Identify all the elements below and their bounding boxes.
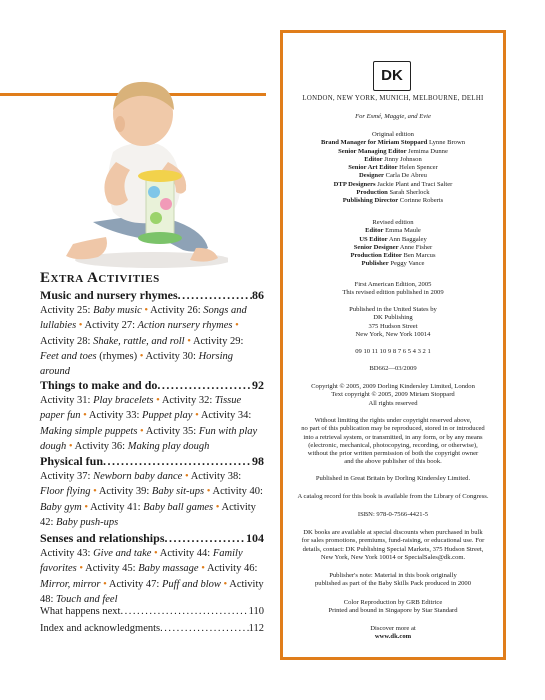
edition-info <box>289 281 497 298</box>
toc-section-music <box>40 287 264 379</box>
bullet-separator: • <box>139 350 146 362</box>
credit-line <box>289 156 497 164</box>
credits-list <box>289 227 497 268</box>
credits-list <box>289 139 497 205</box>
activity-title[interactable]: Baby gym <box>40 501 82 513</box>
credit-role: Designer <box>359 172 384 180</box>
activity-title[interactable]: Touch and feel <box>56 593 118 605</box>
page-number: 98 <box>252 454 264 468</box>
toc-section-title[interactable] <box>40 377 264 393</box>
toc-section-title[interactable] <box>40 530 264 546</box>
credit-name: Peggy Vance <box>388 260 425 268</box>
repro-line: Color Reproduction by GRB Editrice <box>343 599 443 606</box>
credit-line <box>289 172 497 180</box>
repro-line: Printed and bound in Singapore by Star Standard <box>328 607 458 615</box>
rights-line: and the above publisher of this book. <box>344 458 442 466</box>
entry-label: What happens next <box>40 606 121 617</box>
bullet-separator: • <box>184 335 193 347</box>
activity-number: Activity 41: <box>90 501 144 513</box>
bullet-separator: • <box>100 578 109 590</box>
credit-role: Senior Managing Editor <box>338 147 407 155</box>
heading-text: Extra Activities <box>40 270 160 286</box>
leader-dots <box>164 530 246 546</box>
logo-text: DK <box>381 66 403 84</box>
activity-number: Activity 40: <box>212 486 263 498</box>
publisher-line: DK Publishing <box>373 314 413 322</box>
activity-number: Activity 25: <box>40 305 94 316</box>
activity-number: Activity 47: <box>108 578 162 590</box>
credit-name: Anne Fisher <box>398 243 433 251</box>
credit-role: Publishing Director <box>342 197 399 205</box>
toc-section-make <box>40 377 264 454</box>
activity-title[interactable]: Baby music <box>93 305 142 316</box>
toc-section-title[interactable] <box>40 287 264 303</box>
toc-section-senses <box>40 530 264 607</box>
bullet-separator: • <box>192 410 201 422</box>
credit-role: Publisher <box>361 260 389 268</box>
activity-title[interactable]: Fun with play dough <box>40 425 258 452</box>
toc-section-physical <box>40 453 264 530</box>
edition-line: This revised edition published in 2009 <box>342 289 444 297</box>
activity-title[interactable]: Newborn baby dance <box>93 471 183 482</box>
credit-name: Carla De Abreu <box>383 172 427 180</box>
cities-line: LONDON, NEW YORK, MUNICH, MELBOURNE, DELHI <box>302 95 484 102</box>
copyright-line: Text copyright © 2005, 2009 Miriam Stoppard <box>331 391 455 399</box>
activity-title[interactable]: Making simple puppets <box>40 425 138 437</box>
toc-index[interactable] <box>40 623 264 634</box>
activity-number: Activity 45: <box>85 563 139 575</box>
activity-number: Activity 48: <box>40 578 264 605</box>
activity-number: Activity 29: <box>192 335 244 347</box>
bullet-separator: • <box>80 410 89 422</box>
credit-line <box>289 139 497 147</box>
activity-title[interactable]: Horsing around <box>40 350 233 378</box>
activity-title[interactable]: Making play dough <box>127 440 210 452</box>
activity-number: Activity 43: <box>40 548 94 559</box>
toc-section-title[interactable] <box>40 453 264 469</box>
bullet-separator: • <box>141 305 151 316</box>
discover-text: Discover more at <box>370 625 416 632</box>
rights-block <box>289 417 497 467</box>
revised-heading: Revised edition <box>372 219 414 226</box>
credit-line <box>289 181 497 189</box>
activity-number: Activity 32: <box>161 395 215 406</box>
bullet-separator: • <box>151 548 160 559</box>
publisher-line: 375 Hudson Street <box>368 322 418 330</box>
credit-line <box>289 189 497 197</box>
credit-name: Ben Marcus <box>401 252 436 260</box>
activity-number: Activity 37: <box>40 471 94 482</box>
note-line: Publisher's note: Material in this book originally <box>329 572 457 579</box>
original-heading: Original edition <box>372 131 414 138</box>
activity-number: Activity 39: <box>98 486 152 498</box>
credit-name: Lynne Brown <box>427 139 466 147</box>
website-link[interactable]: www.dk.com <box>374 633 412 641</box>
bullet-separator: • <box>213 501 222 513</box>
activity-number: Activity 27: <box>84 320 138 332</box>
activity-title[interactable]: Action nursery rhymes <box>137 320 233 332</box>
bullet-separator: • <box>220 578 230 590</box>
activity-number: (rhymes) <box>96 350 140 362</box>
special-line: for sales promotions, premiums, fund-raising, or educational use. For <box>301 537 485 545</box>
bullet-separator: • <box>90 486 99 498</box>
edition-line: First American Edition, 2005 <box>354 281 432 288</box>
leader-dots <box>157 377 252 393</box>
rights-line: into a retrieval system, or transmitted, in any form, or by any means <box>303 433 483 441</box>
note-line: published as part of the Baby Skills Pack produced in 2000 <box>314 580 472 588</box>
credit-line <box>289 260 497 268</box>
activity-title[interactable]: Shake, rattle, and roll <box>93 335 185 347</box>
activity-number: Activity 31: <box>40 395 94 406</box>
credit-name: Helen Spencer <box>397 164 438 172</box>
special-line: details, contact: DK Publishing Special Markets, 375 Hudson Street, <box>302 545 484 553</box>
section-activities <box>40 393 264 454</box>
page-number: 112 <box>248 623 264 634</box>
reproduction-block <box>289 599 497 616</box>
revised-edition-block <box>289 219 497 269</box>
page-number: 104 <box>246 531 264 545</box>
bullet-separator: • <box>76 563 86 575</box>
special-line: DK books are available at special discounts when purchased in bulk <box>303 529 483 536</box>
activity-title[interactable]: Give and take <box>93 548 152 559</box>
leader-dots <box>120 606 248 617</box>
credit-role: Editor <box>364 155 383 163</box>
leader-dots <box>103 453 252 469</box>
extra-activities-heading <box>40 270 160 287</box>
credit-role: Production Editor <box>350 252 402 260</box>
section-title-text: Things to make and do <box>40 378 158 392</box>
credit-role: Production <box>356 189 388 197</box>
activity-title[interactable]: Puppet play <box>142 410 193 422</box>
publisher-line: Published in the United States by <box>349 306 437 313</box>
activity-number: Activity 28: <box>40 335 94 347</box>
credit-role: Brand Manager for Miriam Stoppard <box>320 139 428 147</box>
activity-number: Activity 34: <box>200 410 252 422</box>
bullet-separator: • <box>182 471 191 482</box>
activity-number: Activity 26: <box>150 305 204 316</box>
bullet-separator: • <box>137 425 146 437</box>
activity-title[interactable]: Baby ball games <box>143 501 214 513</box>
activity-number: Activity 30: <box>145 350 199 362</box>
baby-with-toy-photo <box>58 72 228 272</box>
activity-title[interactable]: Family favorites <box>40 548 243 575</box>
section-title-text: Physical fun <box>40 454 104 468</box>
credit-role: DTP Designers <box>333 180 376 188</box>
page-number: 110 <box>248 606 264 617</box>
publisher-note <box>289 572 497 589</box>
activity-number: Activity 44: <box>159 548 213 559</box>
gb-publisher: Published in Great Britain by Dorling Kindersley Limited. <box>315 475 471 482</box>
credit-name: Ann Baggaley <box>387 235 427 243</box>
activity-number: Activity 38: <box>190 471 242 482</box>
bullet-separator: • <box>81 501 91 513</box>
activity-title[interactable]: Baby push-ups <box>56 516 119 528</box>
credit-role: Senior Art Editor <box>348 164 398 172</box>
activity-title[interactable]: Tissue paper fun <box>40 395 242 422</box>
special-line: New York, New York 10014 or SpecialSales@dk.com. <box>320 553 466 561</box>
activity-title[interactable]: Mirror, mirror <box>40 578 101 590</box>
activity-number: Activity 42: <box>40 501 256 528</box>
section-activities <box>40 469 264 530</box>
credit-line <box>289 227 497 235</box>
activity-title[interactable]: Baby sit-ups <box>151 486 205 498</box>
original-edition-block <box>289 131 497 206</box>
section-title-text: Senses and relationships <box>40 531 165 545</box>
credit-line <box>289 197 497 205</box>
credit-line <box>289 252 497 260</box>
credit-name: Jinny Johnson <box>382 155 422 163</box>
activity-number: Activity 46: <box>206 563 258 575</box>
bullet-separator: • <box>66 440 75 452</box>
publisher-line: New York, New York 10014 <box>355 330 431 338</box>
rights-line: no part of this publication may be reproduced, stored in or introduced <box>301 425 485 433</box>
print-line: 09 10 11 10 9 8 7 6 5 4 3 2 1 <box>355 348 431 355</box>
activity-number: Activity 36: <box>74 440 128 452</box>
rights-line: without the prior written permission of both the copyright owner <box>307 450 479 458</box>
credit-name: Jemima Dunne <box>406 147 448 155</box>
credit-line <box>289 148 497 156</box>
entry-label: Index and acknowledgments <box>40 623 161 634</box>
activity-title[interactable]: Feet and toes <box>40 350 97 362</box>
us-publisher-block <box>289 306 497 339</box>
credit-line <box>289 236 497 244</box>
activity-title[interactable]: Songs and lullabies <box>40 305 247 332</box>
isbn: ISBN: 978-0-7566-4421-5 <box>357 511 429 518</box>
credit-name: Sarah Sherlock <box>387 189 430 197</box>
rights-line: (electronic, mechanical, photocopying, recording, or otherwise), <box>308 441 478 449</box>
activity-title[interactable]: Baby massage <box>138 563 199 575</box>
contents-column <box>0 0 268 700</box>
page-number: 86 <box>252 288 264 302</box>
leader-dots <box>160 623 248 634</box>
copyright-line: All rights reserved <box>368 399 418 407</box>
bullet-separator: • <box>198 563 207 575</box>
credit-name: Jackie Plant and Traci Salter <box>375 180 453 188</box>
catalog-code: BD662—03/2009 <box>369 365 417 372</box>
bullet-separator: • <box>76 320 85 332</box>
copyright-block <box>289 383 497 408</box>
credit-name: Emma Maule <box>383 227 421 235</box>
activity-number: Activity 35: <box>145 425 199 437</box>
section-activities <box>40 546 264 607</box>
catalog-record: A catalog record for this book is available from the Library of Congress. <box>297 493 489 500</box>
credit-role: Senior Designer <box>353 243 399 251</box>
leader-dots <box>178 287 252 303</box>
credit-line <box>289 164 497 172</box>
credit-role: US Editor <box>359 235 388 243</box>
special-sales-block <box>289 529 497 562</box>
copyright-line: Copyright © 2005, 2009 Dorling Kindersley Limited, London <box>311 383 475 390</box>
section-title-text: Music and nursery rhymes <box>40 288 178 302</box>
section-activities <box>40 303 264 379</box>
discover-block <box>289 625 497 642</box>
dk-logo <box>373 61 411 91</box>
credit-name: Corinne Roberts <box>398 197 444 205</box>
credit-line <box>289 244 497 252</box>
bullet-separator: • <box>204 486 213 498</box>
imprint-box <box>280 30 506 660</box>
activity-title[interactable]: Floor flying <box>40 486 91 498</box>
activity-title[interactable]: Puff and blow <box>161 578 221 590</box>
page-number: 92 <box>252 378 264 392</box>
activity-number: Activity 33: <box>88 410 142 422</box>
rights-line: Without limiting the rights under copyright reserved above, <box>314 417 472 424</box>
credit-role: Editor <box>365 227 384 235</box>
activity-title[interactable]: Play bracelets <box>93 395 154 406</box>
bullet-separator: • <box>232 320 239 332</box>
bullet-separator: • <box>153 395 162 406</box>
toc-what-happens-next[interactable] <box>40 606 264 617</box>
dedication: For Esmé, Maggie, and Evie <box>355 113 431 120</box>
